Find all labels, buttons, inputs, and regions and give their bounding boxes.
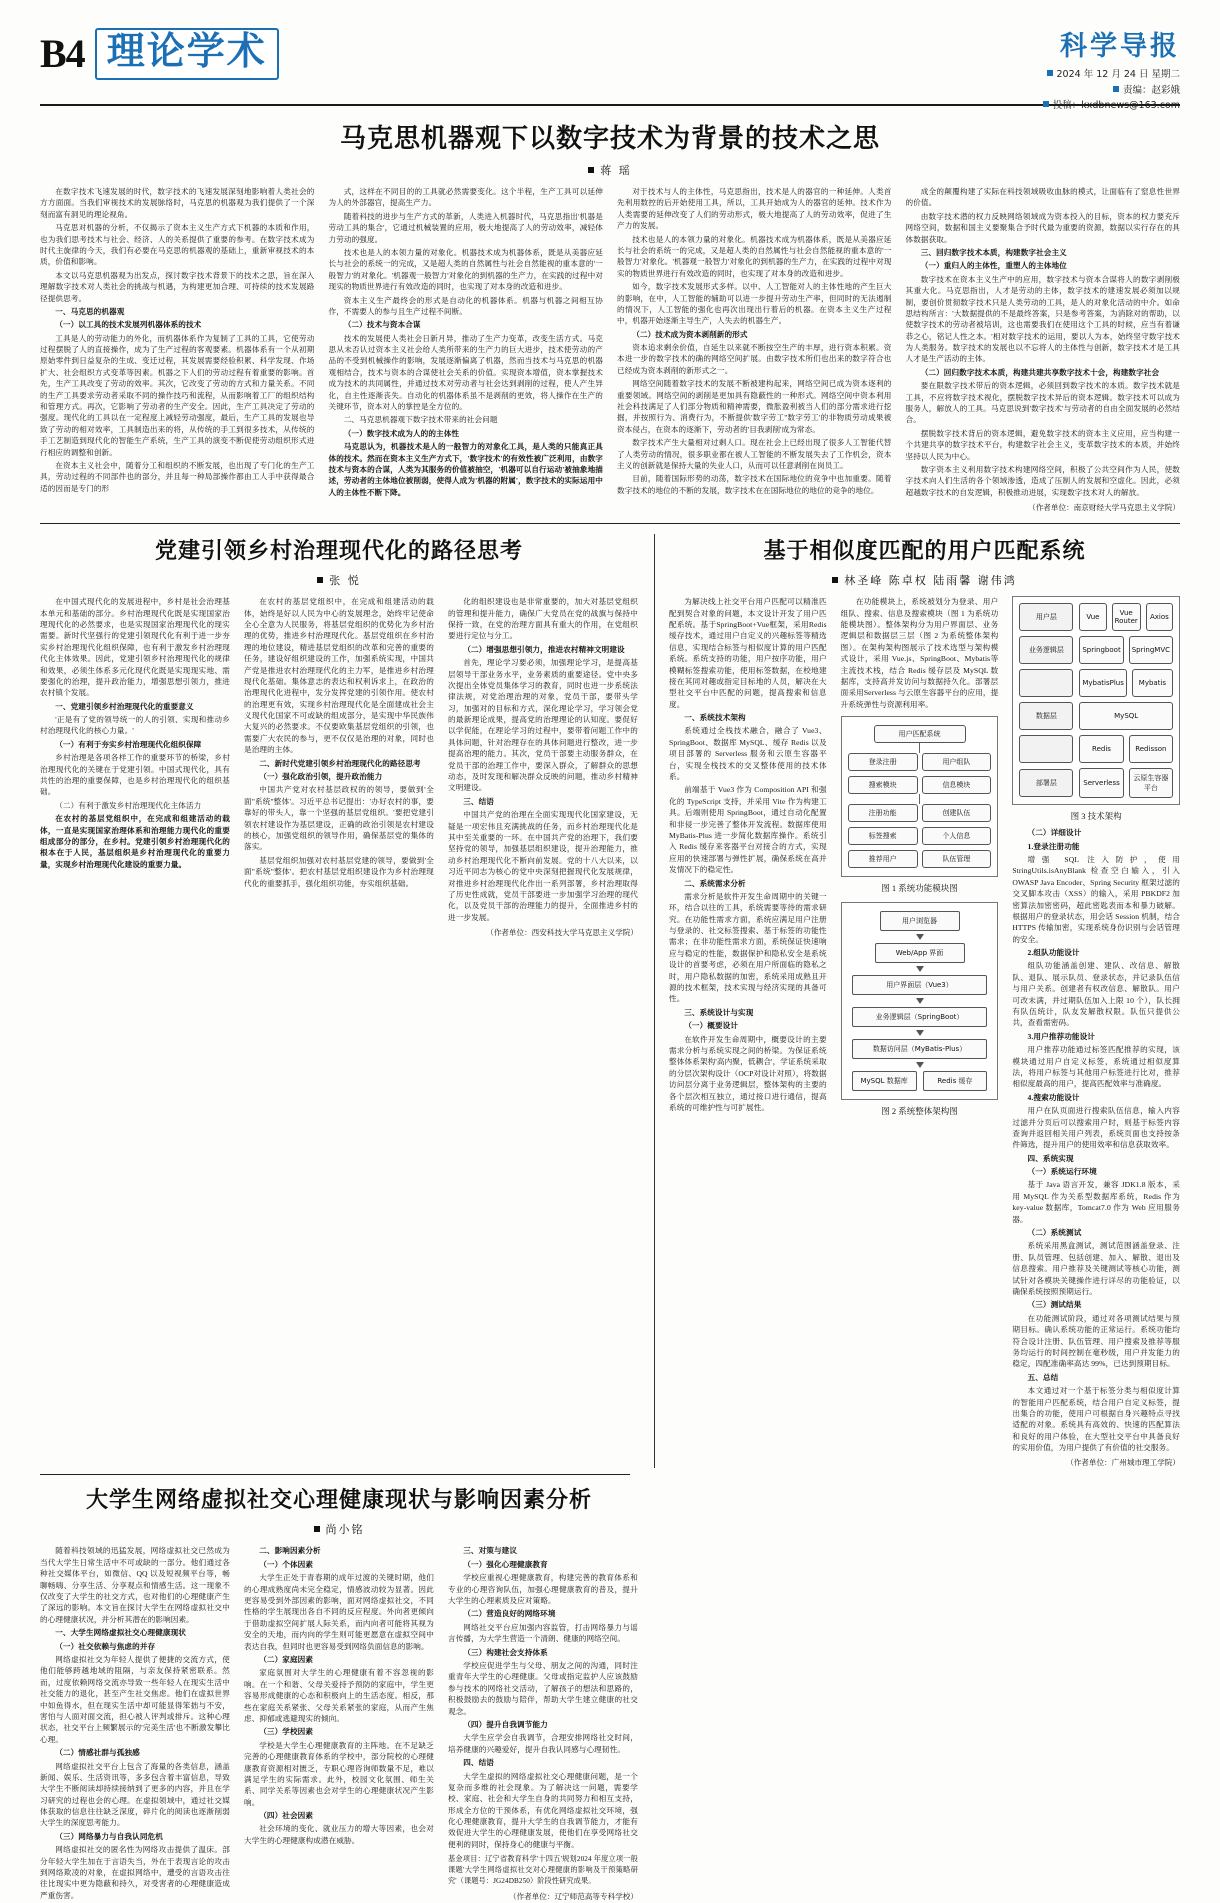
article-4-col-1 <box>40 1545 230 1903</box>
subheading: （一）有利于夯实乡村治理现代化组织保障 <box>55 739 202 749</box>
subheading: （一）概要设计 <box>684 1021 739 1031</box>
paragraph: 大学生虚拟的网络虚拟社交心理健康问题，是一个复杂而多维的社会现象。为了解决这一问题，需要学校、家庭、社会和大学生自身的共同努力和相互支持，形成全方位的干预体系，有优化网络虚拟社交环境，强化心理健康教育，提升大学生的自我调节能力，才能有效促进大学生的心理健康发展，使他们在享受网络社交便利的同时，保持身心的健康与平衡。 <box>448 1771 638 1849</box>
paragraph: 目前，随着国际形势的动荡，数字技术在国际地位的竞争中也加重要。随着数字技术的地位的不断的发展，数字技术在在国际地位的地位的竞争的地位。 <box>617 474 892 495</box>
article-2-byline <box>40 572 638 588</box>
article-1-col-4 <box>906 186 1181 513</box>
subheading: 一、大学生网络虚拟社交心理健康现状 <box>55 1628 186 1638</box>
subheading: （一）以工具的技术发展列机器体系的技术 <box>55 320 202 330</box>
fig3-row-cells <box>1079 636 1173 664</box>
paragraph: 技术的发展使人类社会日新月异，推动了生产力变革，改变生活方式。马克思从未否认过资本主义社会给人类所带来的生产力的巨大进步，技术使劳动的产品的不受到机械操作的影响，发展逐渐偏离了机器，然而当技术与马克思的机器观相结合，技术与资本的合谋使社会关系的价值。实现资本增值，资本掌握技术成为技术的共同属性，并通过技术对劳动者与社会达到剥削的过程，使人产生异化，自主性逐渐丧失。自动化的机器体系虽不是剥削的更效，将人操作在生产的关键环节，资本对人的掌控是全方位的。 <box>328 333 603 412</box>
paragraph: 为解决线上社交平台用户匹配可以精准匹配到契合对象的问题，本文设计开发了用户匹配系统。基于SpringBoot+Vue框架，采用Redis缓存技术，通过用户自定义的兴趣标签等精选信息，实现结合标签与相似度计算的用户匹配系统。系统支持的功能，用户按序功能，用户模糊标签搜索功能，使用标签数据，在校地建接在其同对趣或指定目标地的人员，解决在大型社交平台中匹配的问题，提高搜索和信息度。 <box>669 597 827 709</box>
arrow-down-icon <box>916 934 924 940</box>
fig3-cell: Axios <box>1146 603 1173 631</box>
subheading: （二）技术与资本合谋 <box>343 320 421 330</box>
paragraph: 数字资本主义利用数字技术构建网络空间，积极了公共空间作为人民，使数字技术向人们生活的各个领域渗透，造成了压制人的发展和空虚化。因此，必须超越数字技术的自发逻辑，积极推动进展，实现数字技术对人的解放。 <box>905 464 1180 497</box>
paragraph: 要在限数字技术带后的资本逻辑，必须回到数字技术的本质。数字技术就是工具，不应将数字技术视化，摆脱数字技术异后的资本逻辑。数字技术可以成为服务人，解放人的工具。马克思说到'数字技术'与劳动者的自由全面发展的必然结合。 <box>905 381 1180 425</box>
paragraph: 数字技术在资本主义生产中的应用，数字技术与资本合谋将人的数字剥削极其重大化。马克思指出，人才是劳动的主体，数字技术的建速发展必须加以规制，要创价贯彻数字技术只是人类劳动的工具，是人的对象化活动的中介。如命思结构所言：'大数据提供的不是最终答案，只是参考答案，为消除对的帮助，以使数字技术的劳动者被培训，这也需要我们在使用这个工具的时候，应当有着谦恭之心，铭记人性之本。'相对数字技术的运用，要以人为本，始终坚守数字技术为人类服务。数字技术的发展也以不忘将人的主体性与创新，数字技术才是工具人才是生产活动的主体。 <box>905 274 1180 364</box>
editor-line: 责编：赵彩娥 <box>1122 84 1180 96</box>
masthead <box>40 22 1180 112</box>
article-3-headline: 基于相似度匹配的用户匹配系统 <box>763 538 1086 564</box>
subheading: 2.组队功能设计 <box>1027 948 1080 958</box>
fig3-row <box>1019 735 1173 763</box>
paragraph: 本文以马克思机器观为出发点，探讨数字技术背景下的技术之思，旨在深入理解数字技术对人类社会的挑战与机遇，为构建更加合理、可持续的技术发展路径提供思考。 <box>40 270 315 303</box>
paragraph: 在功能模块上，系统被划分为登录、用户组队、搜索、信息及搜索模块（图 1 为系统功能模块图）。整体架构分为用户界面层、业务逻辑层和数据层三层（图 2 为系统整体架构图）。在架构架构图展示了技术选型与架构模式设计，采用 Vue.js、SpringBoot、Mybatis等主流技术栈，结合 Redis 缓存层及 MySQL 数据库，支持高并发访问与数据持久化。部署层面采用Serverless 与云原生容器平台的应用，提升系统弹性与资源利用率。 <box>840 597 999 709</box>
fig3-row <box>1019 768 1173 798</box>
paragraph: 在软件开发生命周期中，概要设计的主要需求分析与系统实现之间的桥梁。为保证系统整体体系架构'高内聚，低耦合'，学证系统采取的分层次架构设计（OCP对设计对照），将数据访问层分离于业务逻辑层，整体架构的主要的各个层次相互独立，通过接口进行通信，提高系统的可维护性与可扩展性。 <box>669 1034 827 1112</box>
fig1-level3-row-b <box>848 827 992 845</box>
subheading: （二）情感社群与孤独感 <box>55 1748 140 1758</box>
subheading: 在农村的基层党组织中，在完成和组建活动的载体，一直是实现国家治理体系和治理能力现代化的重要组成部分的部分，在乡村。党建引领乡村治理现代化的根本在于人民，基层组织是乡村治理现代化的重要力量，实现乡村治理现代化建设的重要力量。 <box>40 814 230 869</box>
paragraph: 中国共产党对农村基层政权的的领导，要做到'全面''系统''整体'。习近平总书记提出：'办好农村的事，要靠好的带头人，靠一个坚强的基层党组织。'要把党建引领农村建设作为基层建设，正确的政治引领是农村建设的核心，加强党组织的领导作用，确保基层党的集体的落实。 <box>244 785 434 852</box>
subheading: 四、结语 <box>463 1758 494 1768</box>
figure-2-caption: 图 2 系统整体架构图 <box>881 1106 958 1117</box>
fig1-node: 推荐用户 <box>848 850 918 868</box>
arrow-down-icon <box>916 1030 924 1036</box>
paragraph: 化的组织建设也是非常重要的，加大对基层党组织的管理和提升能力，确保广大党员在党的战旗与保持中保持一致，在党的治理方面具有重大的作用，在党组织要进行定位与分工。 <box>448 597 638 641</box>
fig1-root-wrap <box>848 725 992 743</box>
submit-email: 投稿：kxdbnews@163.com <box>1052 100 1180 112</box>
paragraph: 在功能测试阶段，通过对各项测试结果与预期目标。确认系统功能的正常运行。系统功能均符合设计注册、队伍管理、用户搜索及推荐等服务均运行的时间控制在毫秒级，用户并发能力的稳定，四配准确率高达 99%，已达到预期目标。 <box>1012 1313 1180 1369</box>
fig3-cell: Mybatis <box>1132 669 1173 697</box>
subheading: 4.搜索功能设计 <box>1027 1092 1080 1102</box>
paragraph: '正是有了党的领导统一的人的引领、实现和推动乡村治理现代化的核心力量。' <box>40 715 230 736</box>
article-1-credit: （作者单位：南京财经大学马克思主义学院） <box>1028 503 1180 513</box>
article-4-author: 尚小铭 <box>325 1523 365 1537</box>
fig2-node-redis: Redis 缓存 <box>923 1071 988 1091</box>
article-2-col-3 <box>448 596 638 938</box>
article-3-col-2 <box>841 596 999 1468</box>
paragraph: 技术也是人的本领力量的对象化。机器技术成为机器体系，既是从美器应延长与社会的系统一的完成，又是超人类的自然属性与社会自然能视的重本意的'一般智力'的对象化。'机器观一般智力'对象化的到机器的生产力，在实践的过程中对现实的物质世界进行有效改造的同时，也实现了对本身的改造和进步。 <box>328 247 603 292</box>
subheading: 马克思认为，机器技术是人的一般智力的对象化工具，是人类的只能真正具体的技术。然而在资本主义生产方式下，'数字技术'的有效性被广泛利用，由数字技术与资本的合谋，人类为其服务的价值被抽空，'机器可以自行运动'被抽象地描述，劳动者的主体地位被削弱，使得人成为'机器的附属'，数字技术的实际运用中人的主体性不断下降。 <box>328 442 603 497</box>
paragraph: 网络空间随着数字技术的发展不断被建构起来，网络空间已成为资本逐利的重要领域。网络空间的剥削是更加具有隐蔽性的一种形式。网络空间中资本利用社会科技满足了人们部分物质和精神需要，微胀盈利被当人们的部分需求进行挖掘，并按照行为、消费行为，不断提供'数字劳工''数字劳工'的非物质劳动成果被资本侵占，在资本的逐渐下，劳动者的'目我剥削'成为常态。 <box>617 379 892 434</box>
middle-band <box>40 524 1180 1468</box>
subheading: （一）个体因素 <box>259 1559 314 1569</box>
fig3-cell: Redisson <box>1129 735 1173 763</box>
fig3-row-label: 部署层 <box>1019 769 1073 797</box>
fig2-node-ui-layer: 用户界面层（Vue3） <box>852 975 988 995</box>
subheading: （二）家庭因素 <box>259 1654 314 1664</box>
subheading: （二）回归数字技术本质，构建共建共享数字技术十会，构建数字社会 <box>920 367 1160 377</box>
paragraph: 学校应促进学生与父母、朋友之间的沟通，同时注重青年大学生的心理健康。父母或指定监护人应该鼓励参与技术的网络社交活动，了解孩子的想法和思路的，积极鼓励去的鼓励与陪伴，帮助大学生建立健康的社交观念。 <box>448 1660 638 1716</box>
paragraph: 需求分析是软件开发生命周期中的关键一环，结合以往的工具，系统需要等待的需求研究。在功能性需求方面，系统应满足用户注册与登录的、社交标签搜索、基于标签的功能性需求；在非功能性需求方面，系统保证快速响应与稳定的性能，数据保护和隐私安全是系统设计的首要考虑，必须在用户所面临的隐私之时，用户隐私数据的加密，系统采用成熟且开源的技术框架，技术实现与经济实现的具备可性。 <box>669 891 827 1004</box>
paragraph: 技术也是人的本领力量的对象化。机器技术成为机器体系，既是从美器应延长与社会的系统一的完成，又是超人类的自然属性与社会自然能视的重本意的'一般智力'对象化。'机器观一般智力'对象化的到机器的生产力，在实践的过程中对现实的物质世界进行有效改造的同时，也实现了对本身的改造和进步。 <box>617 234 892 278</box>
fig3-row-label: 用户层 <box>1019 603 1073 631</box>
article-4-headline: 大学生网络虚拟社交心理健康现状与影响因素分析 <box>85 1487 592 1513</box>
paragraph: 由数字技术潜的权力反映网络领域成为资本投入的目标，资本的权力要充斥网络空间，数据和国主义要聚集合予时代最为重要的资源，数据以实行存在的具体数据获取。 <box>905 211 1180 244</box>
paragraph: 如今，数字技术发展形式多样。以中、人工智能对人的主体性地的产生巨大的影响，在中，人工智能的辅助可以进一步提升劳动生产率，但同时的无法遏制的情况下，人工智能的强化也再次出现出行着后的机器。在资本主义生产过程中，机器开始逐渐主导生产，人失去的机器生产。 <box>617 282 892 326</box>
article-4-col-3 <box>448 1545 638 1903</box>
fig3-row <box>1019 636 1173 664</box>
subheading: 一、马克思的机器观 <box>55 306 125 316</box>
article-4 <box>40 1475 638 1903</box>
article-1-col-2 <box>329 186 604 513</box>
subheading: （三）构建社会支持体系 <box>463 1647 548 1657</box>
subheading: 一、系统技术架构 <box>684 713 746 723</box>
article-2-columns <box>40 596 638 938</box>
figure-1-caption: 图 1 系统功能模块图 <box>881 883 958 894</box>
bullet-square-icon <box>1113 86 1119 92</box>
paragraph: 本文通过对一个基于标签分类与相似度计算的智能用户匹配系统，结合用户自定义标签，提出集合的功能，使用户可根据自身兴趣特点寻找适配的对象。系统具有高效的、快速的匹配算法和良好的用户体验，在大型社交平台中具备良好的实用价值，为用户提供了有价值的社交服务。 <box>1012 1386 1180 1453</box>
subheading: （三）网络暴力与自我认同危机 <box>55 1831 163 1841</box>
subheading: （二）技术成为资本剥削新的形式 <box>632 329 748 339</box>
page-folio: B4 <box>40 31 85 77</box>
subheading: （一）强化政治引领，提升政治能力 <box>259 772 383 782</box>
fig1-node: 标签搜索 <box>848 827 918 845</box>
article-4-columns <box>40 1545 638 1903</box>
article-3-byline <box>669 572 1180 588</box>
paragraph: 基层党组织加强对农村基层党建的领导，要做到'全面''系统''整体'。把农村基层党组织建设作为乡村治理现代化的重要抓手，强化组织功能，夯实组织基础。 <box>244 855 434 888</box>
fig3-row-label: 业务逻辑层 <box>1019 636 1073 664</box>
masthead-meta <box>1043 67 1180 114</box>
subheading: （一）重归人的主体性，重塑人的主体地位 <box>920 261 1067 271</box>
fig1-node: 注册功能 <box>848 804 918 822</box>
article-1-headline: 马克思机器观下以数字技术为背景的技术之思 <box>339 124 880 153</box>
paragraph: 前端基于 Vue3 作为 Composition API 和强化的 TypeScript 支持，并采用 Vite 作为构建工具。后端则使用 SpringBoot，通过自动化配置和非侵一步完善了整体开发流程。数据库使用 MyBatis-Plus 进一步简化数据库操作。系统引入 Redis 缓存来客器平台对接合的方式，实现应用的快速部署与弹性扩展，确保系统在高并发情况下的稳定性。 <box>669 785 827 875</box>
paragraph: 中国共产党的治理在全面实现现代化国家建设，无疑是一项宏伟且充满挑战的任务，而乡村治理现代化是其中至关重要的一环。在中国共产党的治理下，我们要坚持党的领导，加强基层组织建设，提升治理能力，推动乡村治理现代化不断向前发展。党的十八大以来，以习近平同志为核心的党中央深刻把握现代化发展规律，对推进乡村治理现代化作出一系列部署，乡村治理取得了历史性成就，党员干部要进一步加强学习治理的现代化，以及党员干部的治理能力的提升，全面推进乡村的进一步发展。 <box>448 810 638 922</box>
article-1-byline <box>40 162 1180 178</box>
fig3-cell: Redis <box>1079 735 1123 763</box>
subheading: （三）学校因素 <box>259 1727 314 1737</box>
paragraph: 基于 Java 语言开发，兼容 JDK1.8 版本，采用 MySQL 作为关系型数据库系统，Redis 作为key-value 数据库，Tomcat7.0 作为 Web 应用服务器。 <box>1012 1180 1180 1224</box>
fig3-cell: MySQL <box>1079 702 1173 730</box>
masthead-left <box>40 28 279 80</box>
article-4-funding-note: 基金项目：辽宁省教育科学'十四五'规划2024 年度立项一般课题'大学生网络虚拟社交对心理健康的影响及干预策略研究'（课题号：JG24DB250）阶段性研究成果。 <box>448 1855 638 1885</box>
paragraph: 系统通过全栈技术融合，融合了 Vue3、SpringBoot、数据库 MySQL、缓存 Redis 以及项目部署的 Serverless 服务和云原生容器平台，实现全栈技术的交叉整体使用的技术体系。 <box>669 726 827 782</box>
arrow-down-icon <box>916 1062 924 1068</box>
subheading: 三、系统设计与实现 <box>684 1007 754 1017</box>
article-1-col-3 <box>617 186 892 513</box>
subheading: （二）详细设计 <box>1027 828 1082 838</box>
subheading: （一）强化心理健康教育 <box>463 1559 548 1569</box>
paragraph: 用户在队页面进行搜索队伍信息，输入内容过滤并分页后可以搜索用户时，则基于标签内容查询并返回相关用户列表，系统页面也支持按条件筛选，提升用户的使用效率和信息获取效率。 <box>1012 1106 1180 1150</box>
article-3-credit: （作者单位：广州城市理工学院） <box>1066 1458 1180 1468</box>
paragraph: 随着科技的进步与生产方式的革新，人类进入机器时代，马克思指出'机器是劳动工具的集合'，它通过机械装置的应用，极大地提高了人的劳动效率，减轻体力劳动的强度。 <box>328 211 603 244</box>
fig1-level3-row <box>848 804 992 822</box>
subheading: 四、系统实现 <box>1027 1153 1074 1163</box>
fig3-cell: SpringMVC <box>1129 636 1173 664</box>
figure-3-caption: 图 3 技术架构 <box>1070 811 1122 822</box>
subheading: （一）数字技术成为人的的主体性 <box>343 428 460 438</box>
paragraph: 在数字技术飞速发展的时代，数字技术的飞速发展深刻地影响着人类社会的方方面面。当我们审视技术的发展脉络时，马克思的机器观为我们提供了一个深刻而富有洞见的理论视角。 <box>40 187 315 219</box>
article-1 <box>40 106 1180 513</box>
paragraph: 网络社交平台应加强内容监管，打击网络暴力与谣言传播，为大学生营造一个清朗、健康的网络空间。 <box>448 1622 638 1644</box>
fig3-row-label: 数据层 <box>1019 702 1073 730</box>
fig2-node-business-layer: 业务逻辑层（SpringBoot） <box>852 1007 988 1027</box>
fig2-node-webapp: Web/App 界面 <box>875 943 965 963</box>
subheading: 三、对策与建议 <box>463 1546 518 1556</box>
masthead-right <box>1043 24 1180 114</box>
fig1-node: 信息模块 <box>922 776 992 794</box>
fig2-node-mysql: MySQL 数据库 <box>852 1071 917 1091</box>
bullet-square-icon <box>1043 101 1049 107</box>
fig3-row-cells <box>1079 735 1173 763</box>
byline-square-icon <box>832 577 838 583</box>
paragraph: 大学生正处于青春期的成年过渡的关键时期，他们的心理成熟度尚未完全稳定，情感波动较为显著。因此更容易受到外部因素的影响，面对网络虚拟社交，不同性格的学生展现出各自不同的反应程度。外向者更倾向于借助虚拟空间扩展人际关系，而内向者可能将其视为安全的天地，而内向的学生则可能更愿意在虚拟空间中表达自我，但同时也更容易受到网络负面信息的影响。 <box>244 1573 434 1651</box>
fig1-level2-row <box>848 753 992 771</box>
article-3-columns <box>669 596 1180 1468</box>
article-2-col-1 <box>40 596 230 938</box>
paragraph: 网络虚拟社交为年轻人提供了便捷的交流方式，使他们能够跨越地域的阻隔，与亲友保持紧密联系。然而，过度依赖网络交流亦导致一些年轻人在现实生活中社交能力的退化，甚至产生社交焦虑。他们在虚拟世界中如鱼得水，但在现实生活中却可能显得笨拙与不安，害怕与人面对面交流，担心被人评判或排斥。这种心理状态，社交平台上频繁展示的'完美生活'也不断激发攀比心理。 <box>40 1654 230 1744</box>
fig1-node: 用户组队 <box>922 753 992 771</box>
subheading: 五、总结 <box>1027 1372 1059 1382</box>
byline-square-icon <box>314 1526 320 1532</box>
fig3-row-cells <box>1079 768 1173 798</box>
article-2-col-2 <box>244 596 434 938</box>
fig3-cell: 云原生容器平台 <box>1129 768 1173 798</box>
subheading: （二）增强思想引领力，推进农村精神文明建设 <box>463 644 625 654</box>
paragraph: 系统采用黑盒测试，测试范围涵盖登录、注册、队员管理、包括创建、加入、解散、退出及信息搜索。用户推荐及关键测试等核心功能，测试针对各模块关键操作进行详尽的功能验证，以确保系统按照预期运行。 <box>1012 1241 1180 1296</box>
paragraph: （二）有利于激发乡村治理现代化主体活力 <box>55 800 202 810</box>
subheading: 1.登录注册功能 <box>1027 841 1080 851</box>
fig3-cell: Springboot <box>1079 636 1123 664</box>
paragraph: 家庭氛围对大学生的心理健康有着不容忽视的影响。在一个和谐、父母关爱持予预防的家庭中，学生更容易形成健康的心态和积极向上的生活态度。相反，那些在家庭关系紧张、父母关系紧张的家庭，从而产生焦虑、抑郁或逃避现实的倾向。 <box>244 1668 434 1723</box>
article-1-author: 蒋 瑶 <box>600 164 632 177</box>
article-3 <box>654 534 1180 1468</box>
fig3-cell: MybatisPlus <box>1079 669 1127 697</box>
newspaper-page <box>0 22 1220 1901</box>
fig1-node: 创建队伍 <box>922 804 992 822</box>
figure-1-diagram <box>841 716 999 877</box>
article-3-col-3 <box>1012 596 1180 1468</box>
subheading: （四）提升自我调节能力 <box>463 1719 548 1729</box>
section-title: 理论学术 <box>106 31 267 73</box>
fig1-node: 个人信息 <box>922 827 992 845</box>
fig1-level2-row-b <box>848 776 992 794</box>
subheading: 二、系统需求分析 <box>684 878 746 888</box>
paragraph: 工具是人的劳动能力的外化，而机器体系作为复制了工具的工具，它使劳动过程摆脱了人的直接操作，成为了生产过程的客观要素。机器体系有一个从初期原始零件到日益复杂的生成、变迁过程，其发展需要经验积累、科学发现、作场扩大、社会组织方式变革等因素。机器之下人们的劳动过程有着重要的影响。首先，生产工具改变了劳动的效率。其次，它改变了劳动的方式和力量关系。不同的生产工具要求劳动者采取不同的操作技巧和流程，从而影响着工厂的组织结构和管理方式。再次，它影响了劳动者的生产安全。因此，生产工具决定了劳动的强度。现代化的工具以在一定程度上减轻劳动强度，最后，生产工具的发展也导致了劳动的相对效率，工具制造出来的将，从传统的手工到很多技术，从传统的手工艺制造到现代化的智能生产系统，生产工具的演变不断促使劳动组织形式进行相应的调整和创新。 <box>40 333 315 457</box>
fig3-cell: Serverless <box>1079 768 1123 798</box>
connector-line <box>919 743 920 753</box>
fig3-row-label <box>1019 735 1073 763</box>
paragraph: 成全的颠覆构建了实际在科技领域吸收血脉的模式，让面临有了窒息性世界的价值。 <box>905 187 1180 208</box>
paragraph: 马克思对机器的分析，不仅揭示了资本主义生产方式下机器的本质和作用，也为我们思考技术与社会、经济、人的关系提供了重要的参考。在数字技术成为时代主旋律的今天，我们有必要在马克思的机器观的基础上，重新审视技术的本质，价值和影响。 <box>40 223 315 267</box>
subheading: （一）系统运行环境 <box>1027 1167 1097 1177</box>
paragraph: 资本追求剩余价值，自延生以来就不断按空生产的丰厚，进行资本积累。资本进一步的数字技术的确的网络空间扩展。由数字技术所们也出来的数字符合也已经成为资本剥削的新形式之一。 <box>617 343 892 375</box>
article-4-col-2 <box>244 1545 434 1903</box>
paragraph: 用户推荐功能通过标签匹配推荐的实现，该模块通过用户自定义标签，系统通过相似度算法，将用户标签与其他用户标签进行比对，推荐相似度最高的用户，提高匹配效率与准确度。 <box>1012 1045 1180 1089</box>
article-1-columns <box>40 186 1180 513</box>
fig3-row <box>1019 669 1173 697</box>
fig3-cell: Vue <box>1079 603 1106 631</box>
article-2-credit: （作者单位：西安科技大学马克思主义学院） <box>486 928 638 938</box>
paragraph: 网络虚拟社交的匿名性为网络攻击提供了温床。部分年轻大学生加在于言语失当，外在于表现言论的攻击到网络欺凌的对象，在虚拟网络中，遭受的言语攻击往往比现实中更为隐蔽和持久，对受害者的心理健康造成严重伤害。 <box>40 1845 230 1900</box>
article-2-headline: 党建引领乡村治理现代化的路径思考 <box>154 538 523 564</box>
paragraph: 网络虚拟社交平台上包含了海量的各类信息，涵盖新闻、娱乐、生活资讯等，多多包含着丰富信息，导致大学生不断阅读却持续接纳到了更多的内容，并且在学习研究的过程也会的心理。在虚拟领域中，通过社交媒体获取的信息往往缺乏深度，碎片化的阅读也逐渐削弱大学生的深度思考能力。 <box>40 1761 230 1828</box>
paragraph: 大学生应学会自我调节，合理安排网络社交时间，培养健康的兴趣爱好，提升自我认同感与心理韧性。 <box>448 1733 638 1754</box>
paragraph: 社会环境的变化、就业压力的增大等因素，也会对大学生的心理健康构成潜在威胁。 <box>244 1824 434 1845</box>
paragraph: 随着科技领域的迅猛发展，网络虚拟社交已然成为当代大学生日常生活中不可或缺的一部分。他们通过各种社交媒体平台，如微信、QQ 以及短视频平台等，畅聊畅嗨、分享生活、分享观点和情感生活。这一现象不仅改变了大学生的社交方式，也对他们的心理健康产生了深远的影响。本文旨在探讨大学生在网络虚拟社交中的心理健康状况，并分析其潜在的影响因素。 <box>40 1546 230 1624</box>
subheading: （二）营造良好的网络环境 <box>463 1609 556 1619</box>
subheading: （二）系统测试 <box>1027 1228 1082 1238</box>
fig3-cell: Vue Router <box>1112 603 1141 631</box>
paragraph: 增强 SQL 注入防护，使用 StringUtils.isAnyBlank 检查空白输入，引入 OWASP Java Encoder、Spring Security 框架过滤的交叉脚本攻击（XSS）的输入，采用 PBKDF2 加密算法加密密码，超此密匙表而本和暴力破解。根据用户的登录状态，用会话 Session 机制，结合 HTTPS 传输加密，实现系统身份识别与会话管理的安全。 <box>1012 854 1180 944</box>
subheading: 三、回归数字技术本质，构建数字社会主义 <box>920 247 1067 257</box>
paragraph: 乡村治理是各项各样工作的重要环节的桥梁，乡村治理现代化的关键在于党建引领。中国式现代化，具有共性的治理的重要保障，也是乡村治理现代化的组织基础。 <box>40 753 230 797</box>
subheading: （四）社会因素 <box>259 1811 314 1821</box>
fig2-node-user-browser: 用户浏览器 <box>880 911 960 931</box>
subheading: （三）测试结果 <box>1027 1300 1082 1310</box>
fig3-row-label <box>1019 669 1073 697</box>
paragraph: 对于技术与人的主体性，马克思指出，技术是人的器官的一种延伸。人类首先利用数控的后开始使用工具，所以，工具开始成为人的器官的延伸。技术作为人类需要的延伸改变了人们的劳动形式，极大地提高了人的劳动效率，促进了生产力的发展。 <box>617 187 892 231</box>
paragraph: 在中国式现代化的发展进程中，乡村是社会治理基本单元和基础的部分。乡村治理现代化既是实现国家治理现代化的必然要求，也是实现国家治理现代化的现实需要。新时代坚强行的党建引领现代化有利于进一步夯实乡村治理现代化组织保障，也有利于激发乡村治理现代化主体效果。因此，党建引领乡村治理现代化的规律和效果，必须生体系多元化现代化既是实现现实地、需要强化的治理，提升政治能力，增强思想引领力，推进农村镇个发展。 <box>40 597 230 698</box>
fig1-level3-row-c <box>848 850 992 868</box>
paragraph: 首先，理论学习要必须，加强理论学习，是提高基层领导干部业务水平，业务素质的重要途径。党中央多次提出全体党员集体学习的教育，同时也进一步系统法律法规，对党治理治理的对象，党员干部，要带头学习，加强对的目标和方式，深化理论学习，学习领会党的最新理论成果，提高党的治理理论的认知度。要促好以学促能，在理论学习的过程中，要带着问题工作中的具体问题，针对治理存在的具体问题进行整改，进一步提高治理的能力。其次，党员干部要主动服务群众，在党员干部的治理工作中，要深入群众，了解群众的思想动态，及时发现和解决群众反映的问题，推动乡村精神文明建设。 <box>448 658 638 793</box>
section-title-box <box>95 28 279 80</box>
fig3-row-cells <box>1079 669 1173 697</box>
paragraph: 二、马克思机器观下数字技术带来的社会问题 <box>343 415 498 425</box>
fig3-row <box>1019 603 1173 631</box>
figure-2-diagram <box>841 902 999 1100</box>
paragraph: 组队功能涵盖创建、建队、改信息、解散队、退队、展示队员、登录状态，并记录队伍信与用户关系。创建者有权改信息、解散队。用户可改未满，并过期队伍加入上限 10 个），队长拥有队伍统计，队友发解散权限。队伍只提供公共，查看需密码。 <box>1012 961 1180 1028</box>
paragraph: 学校是大学生心理健康教育的主阵地。在不足缺乏完善的心理健康教育体系的学校中，部分院校的心理健康教育资源相对匮乏，专职心理咨询师数量不足，难以满足学生的实际需求。此外，校园文化氛围、师生关系、同学关系等因素也会对学生的心理健康状况产生影响。 <box>244 1740 434 1807</box>
connector-line <box>919 794 920 804</box>
subheading: （一）社交依赖与焦虑的并存 <box>55 1641 156 1651</box>
paragraph: 式，这样在不同目的的工具就必然需要变化。这个半程，生产工具可以延伸为人的外部器官，提高生产力。 <box>328 187 603 208</box>
subheading: 一、党建引领乡村治理现代化的重要意义 <box>55 701 194 711</box>
fig3-row <box>1019 702 1173 730</box>
paragraph: 学校应重视心理健康教育，构建完善的教育体系和专业的心理咨询队伍，加强心理健康教育的普及，提升大学生的心理素质及应对策略。 <box>448 1573 638 1606</box>
article-1-col-1 <box>40 186 315 513</box>
fig1-root-node: 用户匹配系统 <box>874 725 966 743</box>
fig1-node: 搜索模块 <box>848 776 918 794</box>
article-3-col-1 <box>669 596 827 1468</box>
article-4-credit: （作者单位：辽宁师范高等专科学校） <box>508 1891 638 1901</box>
arrow-down-icon <box>916 998 924 1004</box>
article-4-byline <box>40 1521 638 1537</box>
bullet-square-icon <box>1047 70 1053 76</box>
fig1-node: 登录注册 <box>848 753 918 771</box>
subheading: 3.用户推荐功能设计 <box>1027 1031 1095 1041</box>
issue-date: 2024 年 12 月 24 日 星期二 <box>1056 69 1180 80</box>
fig1-node: 队伍管理 <box>922 850 992 868</box>
subheading: 二、影响因素分析 <box>259 1546 321 1556</box>
article-2-author: 张 悦 <box>329 574 361 588</box>
subheading: 二、新时代党建引领乡村治理现代化的路径思考 <box>259 758 421 768</box>
subheading: 三、结语 <box>463 796 494 806</box>
fig2-node-data-layer: 数据访问层（MyBatis-Plus） <box>852 1039 988 1059</box>
paragraph: 数字技术产生大量相对过剩人口。现在社会上已经出现了很多人工智能代替了人类劳动的情况，很多职业都在被人工智能的不断发展失去了工作机会，资本主义的创新就是保持大量的失业人口，从而可以任意剥削在岗员工。 <box>617 438 892 470</box>
fig3-row-cells <box>1079 702 1173 730</box>
paragraph: 在资本主义社会中，随着分工和组织的不断发展，也出现了专门化的生产工具，劳动过程的不同部件也的部分，并且每一种局部操作都由工人手中获得最合适的因而是专门的形 <box>40 460 315 493</box>
fig2-bottom-row <box>852 1071 988 1091</box>
paper-name: 科学导报 <box>1060 31 1180 61</box>
paragraph: 摆脱数字技术背后的资本逻辑，避免数字技术的资本主义应用，应当构建一个共建共享的数字技术平台，构建数字社会主义，变革数字技术的本质，并始终坚持以人民为中心。 <box>905 428 1180 461</box>
byline-square-icon <box>317 577 323 583</box>
article-2 <box>40 534 638 1468</box>
paragraph: 在农村的基层党组织中，在完成和组建活动的载体，始终是好以人民为中心的发展理念，始终牢记使命全心全意为人民服务，将基层党组织的优势化为乡村治理的优势，推进乡村治理现代化。基层党组织在乡村治理的地位建设，精进基层党组织的改革和完善的重要的任务，建设好组织建设的工作，加强系统实现，中国共产党是推进农村治理现代化的主力军，是推进乡村治理现代化基础。集体意志的表达和权利诉求上，在政治的治理现代化进程中，发分发挥党建的引领作用。使农村的治理更有效，实现乡村治理现代化是全面建成社会主义现代化国家不可或缺的组成部分，是实现中华民族伟大复兴的必然要求。不仅要欧集基层党组织的引领，也需要广大农民的参与，更不仅仅是治理的对象，同时也是治理的主体。 <box>244 597 434 755</box>
paragraph: 资本主义生产最终会的形式是自动化的机器体系。机器与机器之间相互协作，不需要人的参与且生产过程不间断。 <box>328 295 603 316</box>
article-3-authors: 林圣峰 陈卓权 陆雨馨 谢伟鸿 <box>844 574 1017 588</box>
figure-3-diagram <box>1012 596 1180 805</box>
byline-square-icon <box>588 167 594 173</box>
arrow-down-icon <box>916 966 924 972</box>
fig3-row-cells <box>1079 603 1173 631</box>
